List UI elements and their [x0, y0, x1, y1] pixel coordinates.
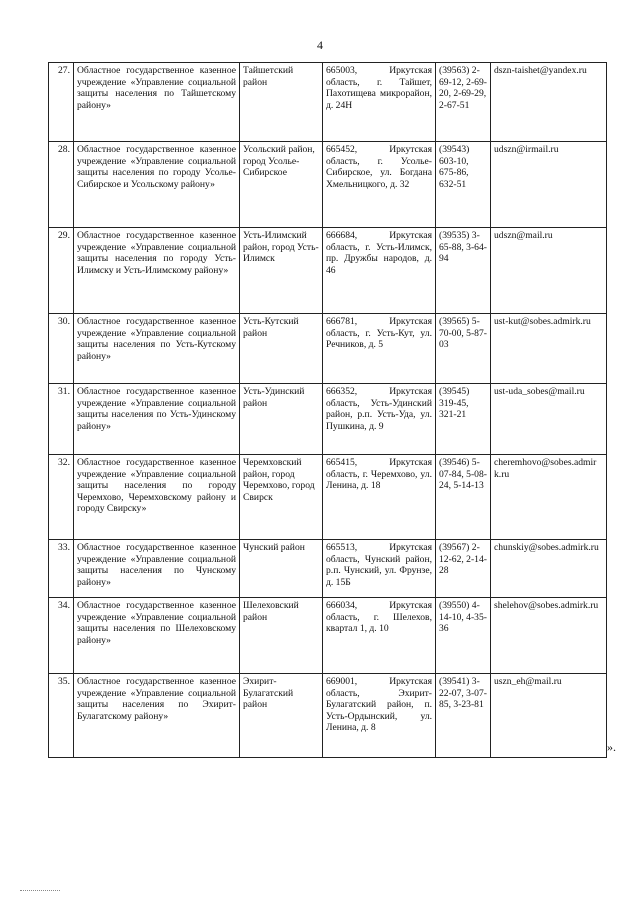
phone: (39535) 3-65-88, 3-64-94	[436, 228, 491, 314]
address: 665415, Иркутская область, г. Черемхово, ул. Ленина, д. 18	[323, 455, 436, 540]
table-row	[49, 63, 607, 142]
row-number: 30.	[49, 314, 74, 384]
email: udszn@irmail.ru	[491, 142, 607, 228]
row-number: 34.	[49, 598, 74, 674]
district: Усть-Кутский район	[240, 314, 323, 384]
phone: (39563) 2-69-12, 2-69-20, 2-69-29, 2-67-51	[436, 63, 491, 142]
table-row	[49, 228, 607, 314]
email: cheremhovo@sobes.admirk.ru	[491, 455, 607, 540]
phone: (39545) 319-45, 321-21	[436, 384, 491, 455]
email: shelehov@sobes.admirk.ru	[491, 598, 607, 674]
table-row	[49, 540, 607, 598]
district: Черемховский район, город Черемхово, город Свирск	[240, 455, 323, 540]
table-row	[49, 674, 607, 758]
address: 665513, Иркутская область, Чунский район, р.п. Чунский, ул. Фрунзе, д. 15Б	[323, 540, 436, 598]
table-row	[49, 314, 607, 384]
district: Тайшетский район	[240, 63, 323, 142]
institution-name: Областное государственное казенное учреждение «Управление социальной защиты населения по Эхирит-Булагатскому району»	[74, 674, 240, 758]
email: ust-uda_sobes@mail.ru	[491, 384, 607, 455]
table-row	[49, 455, 607, 540]
row-number: 35.	[49, 674, 74, 758]
email: dszn-taishet@yandex.ru	[491, 63, 607, 142]
address: 666352, Иркутская область, Усть-Удинский район, р.п. Усть-Уда, ул. Пушкина, д. 9	[323, 384, 436, 455]
closing-quote-mark: ».	[607, 740, 616, 754]
institution-name: Областное государственное казенное учреждение «Управление социальной защиты населения по Усть-Удинскому району»	[74, 384, 240, 455]
institution-name: Областное государственное казенное учреждение «Управление социальной защиты населения по Усть-Кутскому району»	[74, 314, 240, 384]
email: udszn@mail.ru	[491, 228, 607, 314]
email: chunskiy@sobes.admirk.ru	[491, 540, 607, 598]
row-number: 27.	[49, 63, 74, 142]
district: Усть-Илимский район, город Усть-Илимск	[240, 228, 323, 314]
district: Усольский район, город Усолье-Сибирское	[240, 142, 323, 228]
page-number: 4	[317, 38, 323, 52]
phone: (39546) 5-07-84, 5-08-24, 5-14-13	[436, 455, 491, 540]
institution-name: Областное государственное казенное учреждение «Управление социальной защиты населения по городу Усолье-Сибирское и Усольскому району»	[74, 142, 240, 228]
address: 669001, Иркутская область, Эхирит-Булагатский район, п. Усть-Ордынский, ул. Ленина, д. 8	[323, 674, 436, 758]
institution-name: Областное государственное казенное учреждение «Управление социальной защиты населения по Тайшетскому району»	[74, 63, 240, 142]
footnote-rule	[20, 890, 60, 891]
address: 665452, Иркутская область, г. Усолье-Сибирское, ул. Богдана Хмельницкого, д. 32	[323, 142, 436, 228]
institutions-table	[48, 62, 607, 758]
row-number: 33.	[49, 540, 74, 598]
row-number: 29.	[49, 228, 74, 314]
table-row	[49, 598, 607, 674]
row-number: 28.	[49, 142, 74, 228]
institution-name: Областное государственное казенное учреждение «Управление социальной защиты населения по Шелеховскому району»	[74, 598, 240, 674]
table-row	[49, 384, 607, 455]
row-number: 31.	[49, 384, 74, 455]
phone: (39567) 2-12-62, 2-14-28	[436, 540, 491, 598]
district: Чунский район	[240, 540, 323, 598]
address: 665003, Иркутская область, г. Тайшет, Пахотищева микрорайон, д. 24Н	[323, 63, 436, 142]
phone: (39550) 4-14-10, 4-35-36	[436, 598, 491, 674]
phone: (39565) 5-70-00, 5-87-03	[436, 314, 491, 384]
district: Усть-Удинский район	[240, 384, 323, 455]
row-number: 32.	[49, 455, 74, 540]
institution-name: Областное государственное казенное учреждение «Управление социальной защиты населения по городу Черемхово, Черемховскому району и городу Свирску»	[74, 455, 240, 540]
address: 666684, Иркутская область, г. Усть-Илимск, пр. Дружбы народов, д. 46	[323, 228, 436, 314]
district: Эхирит-Булагатский район	[240, 674, 323, 758]
email: uszn_eh@mail.ru	[491, 674, 607, 758]
district: Шелеховский район	[240, 598, 323, 674]
address: 666034, Иркутская область, г. Шелехов, квартал 1, д. 10	[323, 598, 436, 674]
table-row	[49, 142, 607, 228]
email: ust-kut@sobes.admirk.ru	[491, 314, 607, 384]
phone: (39543) 603-10, 675-86, 632-51	[436, 142, 491, 228]
institution-name: Областное государственное казенное учреждение «Управление социальной защиты населения по Чунскому району»	[74, 540, 240, 598]
phone: (39541) 3-22-07, 3-07-85, 3-23-81	[436, 674, 491, 758]
institution-name: Областное государственное казенное учреждение «Управление социальной защиты населения по городу Усть-Илимску и Усть-Илимскому району»	[74, 228, 240, 314]
address: 666781, Иркутская область, г. Усть-Кут, ул. Речников, д. 5	[323, 314, 436, 384]
